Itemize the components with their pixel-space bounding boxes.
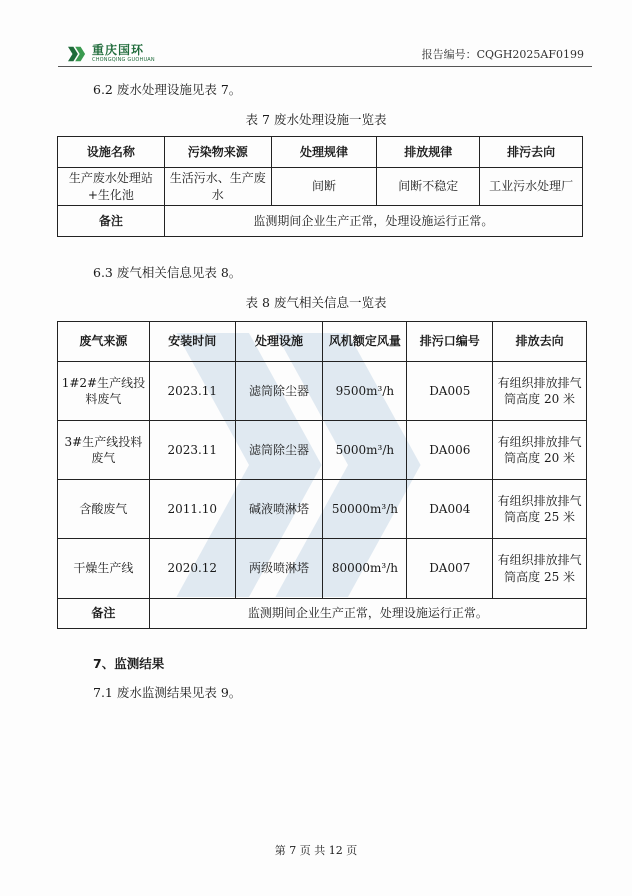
- table8-header-cell: 风机额定风量: [323, 322, 407, 362]
- table-cell: 有组织排放排气筒高度 20 米: [493, 362, 587, 421]
- company-logo-icon: [66, 45, 88, 63]
- section-heading-7: 7、监测结果: [93, 656, 165, 671]
- table7-header-row: [58, 137, 583, 168]
- table7-header-cell: 污染物来源: [164, 137, 271, 168]
- table-row: [58, 539, 587, 599]
- table8-header-row: [58, 322, 587, 362]
- report-number: 报告编号：CQGH2025AF0199: [421, 48, 584, 61]
- table7-caption: 表 7 废水处理设施一览表: [245, 112, 387, 127]
- table-cell: 间断不稳定: [377, 168, 480, 206]
- table-cell: 干燥生产线: [58, 539, 150, 599]
- table7-header-cell: 处理规律: [271, 137, 377, 168]
- paragraph-7-1: 7.1 废水监测结果见表 9。: [93, 685, 242, 700]
- table-cell: 9500m³/h: [323, 362, 407, 421]
- table-cell: 滤筒除尘器: [235, 362, 323, 421]
- table-row: [58, 362, 587, 421]
- table-cell: 碱液喷淋塔: [235, 480, 323, 539]
- table-cell: DA007: [407, 539, 493, 599]
- table-cell: 2020.12: [149, 539, 235, 599]
- table7-header-cell: 排放规律: [377, 137, 480, 168]
- table7-note-row: [58, 206, 583, 237]
- table8-note-row: [58, 599, 587, 629]
- table-cell: 有组织排放排气筒高度 20 米: [493, 421, 587, 480]
- table-cell: 有组织排放排气筒高度 25 米: [493, 539, 587, 599]
- table-cell: 2023.11: [149, 362, 235, 421]
- paragraph-6-3: 6.3 废气相关信息见表 8。: [93, 265, 242, 280]
- table8-header-cell: 废气来源: [58, 322, 150, 362]
- table-cell: 间断: [271, 168, 377, 206]
- table-cell: 80000m³/h: [323, 539, 407, 599]
- table8-header-cell: 处理设施: [235, 322, 323, 362]
- table-cell: 生产废水处理站+生化池: [58, 168, 165, 206]
- table-cell: 3#生产线投料废气: [58, 421, 150, 480]
- company-logo: [66, 44, 155, 63]
- table-cell: DA006: [407, 421, 493, 480]
- table-cell: 50000m³/h: [323, 480, 407, 539]
- table-row: [58, 168, 583, 206]
- note-text: 监测期间企业生产正常，处理设施运行正常。: [149, 599, 586, 629]
- table8-header-cell: 安装时间: [149, 322, 235, 362]
- table-cell: 生活污水、生产废水: [164, 168, 271, 206]
- table7-header-cell: 设施名称: [58, 137, 165, 168]
- table-row: [58, 480, 587, 539]
- table-cell: 2011.10: [149, 480, 235, 539]
- table-row: [58, 421, 587, 480]
- note-label: 备注: [58, 599, 150, 629]
- table-cell: 5000m³/h: [323, 421, 407, 480]
- table-cell: 2023.11: [149, 421, 235, 480]
- table8: [57, 321, 587, 629]
- table7-header-cell: 排污去向: [480, 137, 583, 168]
- note-text: 监测期间企业生产正常，处理设施运行正常。: [164, 206, 582, 237]
- page-footer: 第 7 页 共 12 页: [274, 844, 358, 857]
- table-cell: DA004: [407, 480, 493, 539]
- table-cell: DA005: [407, 362, 493, 421]
- table8-header-cell: 排放去向: [493, 322, 587, 362]
- paragraph-6-2: 6.2 废水处理设施见表 7。: [93, 82, 242, 97]
- company-name-en: CHONGQING GUOHUAN: [92, 57, 155, 63]
- table-cell: 工业污水处理厂: [480, 168, 583, 206]
- table-cell: 有组织排放排气筒高度 25 米: [493, 480, 587, 539]
- company-name-cn: 重庆国环: [92, 43, 145, 57]
- table8-header-cell: 排污口编号: [407, 322, 493, 362]
- table7: [57, 136, 583, 237]
- table-cell: 两级喷淋塔: [235, 539, 323, 599]
- table-cell: 含酸废气: [58, 480, 150, 539]
- note-label: 备注: [58, 206, 165, 237]
- header-divider: [58, 66, 592, 67]
- table-cell: 1#2#生产线投料废气: [58, 362, 150, 421]
- table-cell: 滤筒除尘器: [235, 421, 323, 480]
- table8-caption: 表 8 废气相关信息一览表: [245, 295, 387, 310]
